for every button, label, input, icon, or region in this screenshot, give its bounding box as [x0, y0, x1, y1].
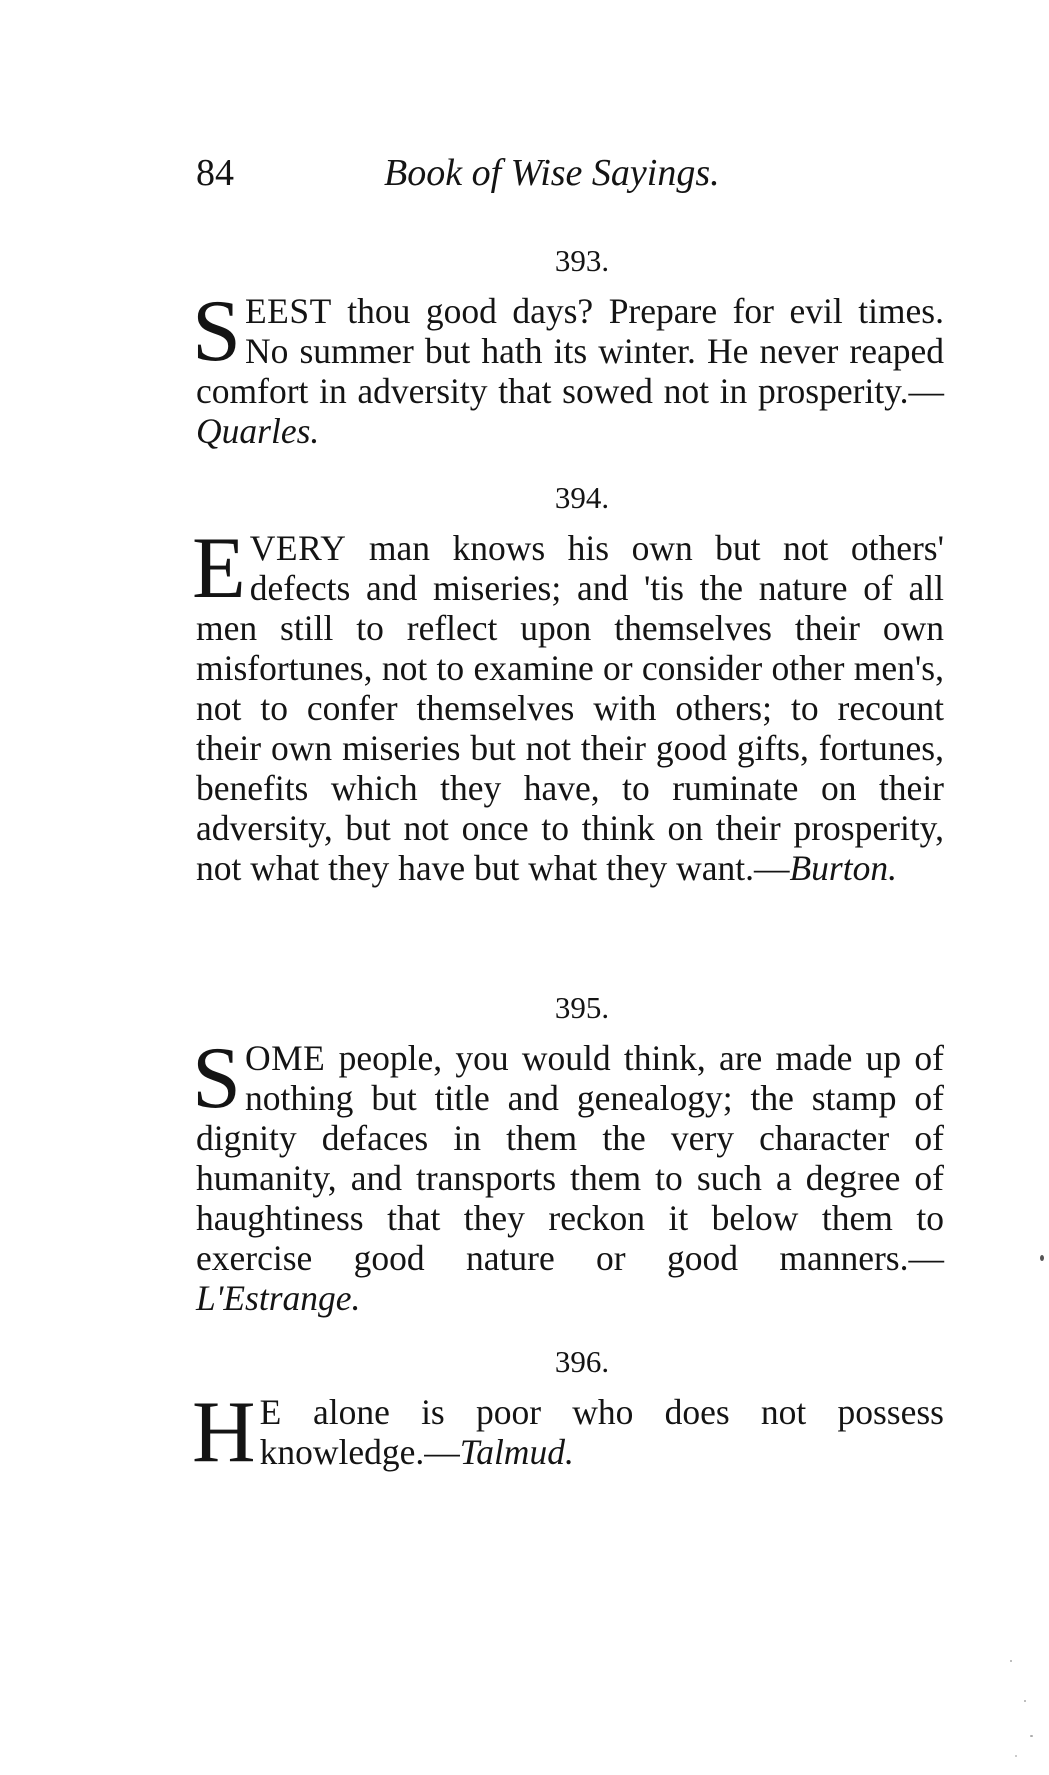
scan-speck — [1040, 1255, 1044, 1261]
saying-body: alone is poor who does not possess knowledge.— — [259, 1392, 944, 1472]
attribution: Quarles. — [196, 411, 320, 451]
scan-speck — [1010, 1660, 1012, 1662]
scan-speck — [1024, 1700, 1026, 1702]
attribution: Talmud. — [459, 1432, 574, 1472]
saying-text — [192, 283, 944, 451]
saying-body: thou good days? Prepare for evil times. No summer but hath its winter. He never reaped comfort in adversity that sowed not in prosperity.— — [196, 291, 944, 411]
lead-caps: OME — [244, 1038, 326, 1078]
drop-cap: S — [192, 1030, 241, 1127]
lead-caps: EEST — [244, 291, 332, 331]
saying-text — [192, 520, 944, 888]
saying-body: man knows his own but not others' defects and miseries; and 'tis the nature of all men still to reflect upon themselves their own misfortunes, not to examine or consider other men's, not to confer themselves with others; to recount their own miseries but not their good gifts, fortunes, benefits which they have, to ruminate on their adversity, but not once to think on their prosperity, not what they have but what they want.— — [196, 528, 944, 888]
saying-number: 395. — [554, 990, 610, 1025]
saying-text — [192, 1384, 944, 1481]
attribution: L'Estrange. — [196, 1278, 361, 1318]
saying-393 — [192, 243, 944, 451]
drop-cap: S — [192, 283, 241, 380]
saying-number: 393. — [554, 243, 610, 278]
page-number: 84 — [196, 152, 234, 194]
running-head — [196, 148, 780, 198]
drop-cap: E — [192, 520, 246, 617]
saying-number: 394. — [554, 480, 610, 515]
book-title: Book of Wise Sayings. — [384, 152, 720, 194]
saying-number: 396. — [554, 1344, 610, 1379]
saying-394 — [192, 480, 944, 888]
drop-cap: H — [192, 1384, 256, 1481]
attribution: Burton. — [789, 848, 897, 888]
lead-caps: E — [259, 1392, 282, 1432]
saying-395 — [192, 990, 944, 1318]
lead-caps: VERY — [249, 528, 347, 568]
saying-body: people, you would think, are made up of nothing but title and genealogy; the stamp of dignity defaces in them the very character of humanity, and transports them to such a degree of haughtiness that they reckon it below them to exercise good nature or good manners.— — [196, 1038, 944, 1278]
saying-text — [192, 1030, 944, 1318]
saying-396 — [192, 1344, 944, 1481]
scan-speck — [1030, 1735, 1033, 1737]
scan-speck — [1015, 1755, 1017, 1757]
